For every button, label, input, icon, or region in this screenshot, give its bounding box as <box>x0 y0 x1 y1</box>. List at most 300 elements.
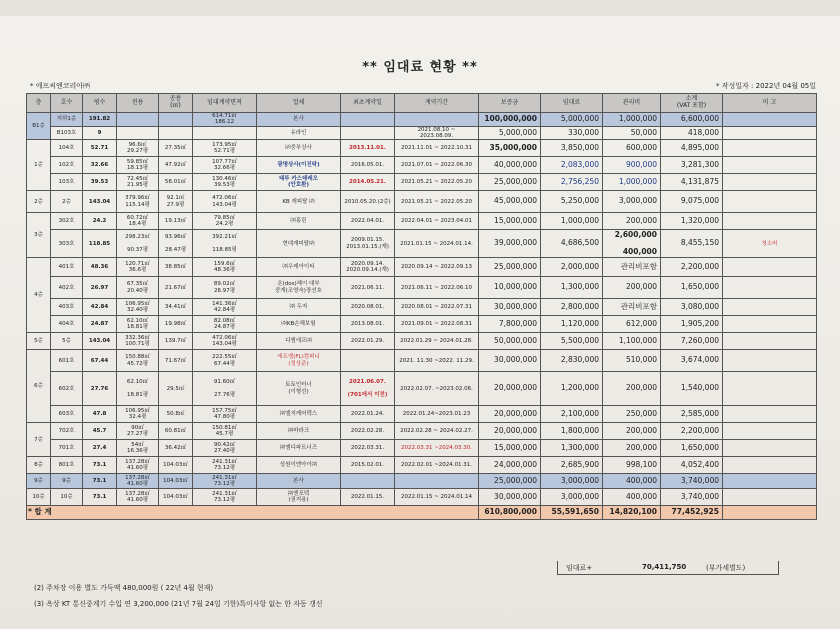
company-cell: 태루 카스테레오 (안호환) <box>257 174 341 191</box>
contract-area-cell: 150.81㎡ 45.7평 <box>193 423 257 440</box>
contract-area-cell: 91.60㎡ 27.76평 <box>193 372 257 406</box>
table-row <box>27 489 817 506</box>
unit-cell: 10층 <box>51 489 83 506</box>
rent-cell: 2,800,000 <box>541 299 603 316</box>
table-row <box>27 440 817 457</box>
mgmt-cell: 600,000 <box>603 140 661 157</box>
exclusive-area-cell: 106.95㎡ 32.4평 <box>117 406 159 423</box>
common-area-cell: 27.35㎡ <box>159 140 193 157</box>
unit-cell: 지하1층 <box>51 113 83 127</box>
exclusive-area-cell: 90㎡ 27.27평 <box>117 423 159 440</box>
common-area-cell: 104.03㎡ <box>159 474 193 489</box>
note-cell <box>723 489 817 506</box>
period-cell: 2022.03.31 ~2024.03.30. <box>395 440 479 457</box>
period-cell: 2020.08.01 ~ 2022.07.31 <box>395 299 479 316</box>
first-contract-cell: 2022.01.29. <box>341 333 395 350</box>
table-row <box>27 350 817 372</box>
first-contract-cell: 2021.06.07. (701에서 이전) <box>341 372 395 406</box>
period-cell: 2021.06.11 ~ 2022.06.10 <box>395 277 479 299</box>
floor-cell: 9층 <box>27 474 51 489</box>
first-contract-cell <box>341 474 395 489</box>
total-note-cell <box>723 506 817 520</box>
company-cell: 토토인터너 (이형선) <box>257 372 341 406</box>
header-cell: 최초계약일 <box>341 94 395 113</box>
note-cell <box>723 126 817 140</box>
header-cell: 전용 <box>117 94 159 113</box>
unit-cell: 403호 <box>51 299 83 316</box>
company-cell: ㈜엔포텍 (권지용) <box>257 489 341 506</box>
first-contract-cell: 2022.03.31. <box>341 440 395 457</box>
first-contract-cell: 2022.01.24. <box>341 406 395 423</box>
pyeong-cell: 73.1 <box>83 457 117 474</box>
floor-cell: 5층 <box>27 333 51 350</box>
mgmt-cell: 900,000 <box>603 157 661 174</box>
unit-cell: 801호 <box>51 457 83 474</box>
table-row <box>27 191 817 213</box>
header-cell: 층 <box>27 94 51 113</box>
unit-cell: 102호 <box>51 157 83 174</box>
rent-summary-label: 임대료+ <box>566 564 593 572</box>
floor-cell: 10층 <box>27 489 51 506</box>
deposit-cell: 30,000,000 <box>479 350 541 372</box>
unit-cell: 303호 <box>51 230 83 258</box>
table-row <box>27 333 817 350</box>
rent-summary-suffix: (부가세별도) <box>706 564 746 572</box>
first-contract-cell: 2022.04.01. <box>341 213 395 230</box>
rent-cell: 2,756,250 <box>541 174 603 191</box>
note-cell <box>723 258 817 277</box>
deposit-cell: 24,000,000 <box>479 457 541 474</box>
period-cell: 2021. 11.30 ~2022. 11.29. <box>395 350 479 372</box>
deposit-cell: 39,000,000 <box>479 230 541 258</box>
table-header-row <box>27 94 817 113</box>
table-row <box>27 113 817 127</box>
deposit-cell: 25,000,000 <box>479 474 541 489</box>
exclusive-area-cell: 137.28㎡ 41.60평 <box>117 474 159 489</box>
period-cell: 2022.02.01 ~2024.01.31. <box>395 457 479 474</box>
unit-cell: 702호 <box>51 423 83 440</box>
contract-area-cell: 89.02㎡ 26.97평 <box>193 277 257 299</box>
common-area-cell: 60.81㎡ <box>159 423 193 440</box>
rent-cell: 3,000,000 <box>541 489 603 506</box>
header-cell: 임대료 <box>541 94 603 113</box>
company-cell: ㈜KB손해보험 <box>257 316 341 333</box>
contract-area-cell: 241.31㎡ 73.12평 <box>193 474 257 489</box>
total-subtotal-cell: 77,452,925 <box>661 506 723 520</box>
total-row <box>27 506 817 520</box>
common-area-cell: 36.42㎡ <box>159 440 193 457</box>
rent-cell: 5,250,000 <box>541 191 603 213</box>
company-cell: 에프엠(FL)컴퍼니 (정상준) <box>257 350 341 372</box>
period-cell: 2022.04.01 ~ 2023.04.01 <box>395 213 479 230</box>
subtotal-cell: 4,131,875 <box>661 174 723 191</box>
period-cell <box>395 474 479 489</box>
note-cell <box>723 140 817 157</box>
mgmt-cell: 510,000 <box>603 350 661 372</box>
company-cell: ㈜바라크 <box>257 423 341 440</box>
pyeong-cell: 73.1 <box>83 474 117 489</box>
pyeong-cell: 27.4 <box>83 440 117 457</box>
subtotal-cell: 3,080,000 <box>661 299 723 316</box>
table-row <box>27 457 817 474</box>
rent-cell: 5,000,000 <box>541 113 603 127</box>
exclusive-area-cell <box>117 126 159 140</box>
subtotal-cell: 4,052,400 <box>661 457 723 474</box>
common-area-cell: 93.96㎡ 28.47평 <box>159 230 193 258</box>
company-cell: ㈜엠디파트너즈 <box>257 440 341 457</box>
contract-area-cell: 79.85㎡ 24.2평 <box>193 213 257 230</box>
header-cell: 임대계약면적 <box>193 94 257 113</box>
unit-cell: 602호 <box>51 372 83 406</box>
period-cell: 2022.01.15 ~ 2024.01.14 <box>395 489 479 506</box>
company-cell: ㈜엘지케어텍스 <box>257 406 341 423</box>
period-cell <box>395 113 479 127</box>
table-row <box>27 277 817 299</box>
note-cell <box>723 440 817 457</box>
mgmt-cell: 200,000 <box>603 440 661 457</box>
rent-cell: 330,000 <box>541 126 603 140</box>
note-cell <box>723 113 817 127</box>
first-contract-cell <box>341 113 395 127</box>
first-contract-cell <box>341 126 395 140</box>
note-cell <box>723 350 817 372</box>
deposit-cell: 10,000,000 <box>479 277 541 299</box>
company-cell: ㈜우레아이티 <box>257 258 341 277</box>
mgmt-cell: 200,000 <box>603 213 661 230</box>
company-cell: 온(dos)헤이 대부 중개(조영숙)장선호 <box>257 277 341 299</box>
rent-cell: 1,000,000 <box>541 213 603 230</box>
subtotal-cell: 3,740,000 <box>661 489 723 506</box>
exclusive-area-cell: 67.35㎡ 20.40평 <box>117 277 159 299</box>
contract-area-cell: 472.06㎡ 143.04평 <box>193 333 257 350</box>
header-cell: 비 고 <box>723 94 817 113</box>
table-row <box>27 299 817 316</box>
company-cell: ㈜홍린 <box>257 213 341 230</box>
note-cell <box>723 333 817 350</box>
company-name: * 에프씨엔코리아㈜ <box>30 82 91 90</box>
pyeong-cell: 42.84 <box>83 299 117 316</box>
company-cell: 본사 <box>257 113 341 127</box>
common-area-cell: 19.13㎡ <box>159 213 193 230</box>
mgmt-cell: 3,000,000 <box>603 191 661 213</box>
common-area-cell: 104.03㎡ <box>159 457 193 474</box>
common-area-cell: 58.01㎡ <box>159 174 193 191</box>
subtotal-cell: 2,200,000 <box>661 258 723 277</box>
pyeong-cell: 9 <box>83 126 117 140</box>
exclusive-area-cell: 332.36㎡ 100.71평 <box>117 333 159 350</box>
mgmt-cell: 200,000 <box>603 372 661 406</box>
note-cell <box>723 157 817 174</box>
mgmt-cell: 612,000 <box>603 316 661 333</box>
first-contract-cell: 2021.06.11. <box>341 277 395 299</box>
common-area-cell: 21.67㎡ <box>159 277 193 299</box>
contract-area-cell: 157.75㎡ 47.80평 <box>193 406 257 423</box>
exclusive-area-cell <box>117 113 159 127</box>
pyeong-cell: 27.76 <box>83 372 117 406</box>
total-label-cell: * 합 계 <box>27 506 479 520</box>
table-row <box>27 126 817 140</box>
unit-cell: B103호 <box>51 126 83 140</box>
common-area-cell: 71.67㎡ <box>159 350 193 372</box>
subtotal-cell: 1,650,000 <box>661 277 723 299</box>
first-contract-cell <box>341 350 395 372</box>
header-cell: 계약기간 <box>395 94 479 113</box>
table-row <box>27 174 817 191</box>
rent-cell: 1,300,000 <box>541 277 603 299</box>
note-cell <box>723 316 817 333</box>
deposit-cell: 15,000,000 <box>479 440 541 457</box>
pyeong-cell: 48.36 <box>83 258 117 277</box>
period-cell: 2022.02.07. ~2023.02.06. <box>395 372 479 406</box>
header-cell: 공용 (㎡) <box>159 94 193 113</box>
subtotal-cell: 2,200,000 <box>661 423 723 440</box>
mgmt-cell: 250,000 <box>603 406 661 423</box>
note-cell <box>723 474 817 489</box>
company-cell: 유라인 <box>257 126 341 140</box>
period-cell: 2021.05.21 ~ 2022.05.20 <box>395 174 479 191</box>
mgmt-cell: 2,600,000 400,000 <box>603 230 661 258</box>
deposit-cell: 50,000,000 <box>479 333 541 350</box>
company-cell: 본사 <box>257 474 341 489</box>
subtotal-cell: 9,075,000 <box>661 191 723 213</box>
note-cell <box>723 372 817 406</box>
pyeong-cell: 191.82 <box>83 113 117 127</box>
rent-summary-value: 70,411,750 <box>642 563 687 571</box>
note-cell <box>723 406 817 423</box>
unit-cell: 603호 <box>51 406 83 423</box>
first-contract-cell: 2009.01.15. 2013.01.15.(재) <box>341 230 395 258</box>
first-contract-cell: 2022.02.28. <box>341 423 395 440</box>
contract-area-cell: 90.42㎡ 27.40평 <box>193 440 257 457</box>
unit-cell: 302호 <box>51 213 83 230</box>
period-cell: 2020.09.14 ~ 2022.09.13 <box>395 258 479 277</box>
note-cell <box>723 213 817 230</box>
common-area-cell <box>159 113 193 127</box>
exclusive-area-cell: 150.88㎡ 45.72평 <box>117 350 159 372</box>
floor-cell: 8층 <box>27 457 51 474</box>
note-cell <box>723 457 817 474</box>
header-cell: 호수 <box>51 94 83 113</box>
unit-cell: 5층 <box>51 333 83 350</box>
deposit-cell: 35,000,000 <box>479 140 541 157</box>
deposit-cell: 25,000,000 <box>479 258 541 277</box>
mgmt-cell: 1,000,000 <box>603 174 661 191</box>
company-cell: 현대캐피탈㈜ <box>257 230 341 258</box>
first-contract-cell: 2022.01.15. <box>341 489 395 506</box>
rent-table <box>26 93 817 520</box>
subtotal-cell: 6,600,000 <box>661 113 723 127</box>
contract-area-cell <box>193 126 257 140</box>
period-cell: 2022.01.29 ~ 2024.01.28. <box>395 333 479 350</box>
deposit-cell: 5,000,000 <box>479 126 541 140</box>
company-cell: 광명상사(이진탁) <box>257 157 341 174</box>
written-date: * 작성일자 : 2022년 04월 05일 <box>716 82 816 90</box>
rent-cell: 4,686,500 <box>541 230 603 258</box>
note-cell <box>723 277 817 299</box>
contract-area-cell: 614.71㎡ 186.12 <box>193 113 257 127</box>
note-cell <box>723 191 817 213</box>
header-cell: 평수 <box>83 94 117 113</box>
unit-cell: 601호 <box>51 350 83 372</box>
contract-area-cell: 107.77㎡ 32.66평 <box>193 157 257 174</box>
pyeong-cell: 32.66 <box>83 157 117 174</box>
floor-cell: 3층 <box>27 213 51 258</box>
floor-cell: 4층 <box>27 258 51 333</box>
pyeong-cell: 143.04 <box>83 333 117 350</box>
rent-cell: 1,300,000 <box>541 440 603 457</box>
pyeong-cell: 52.71 <box>83 140 117 157</box>
unit-cell: 402호 <box>51 277 83 299</box>
rent-cell: 1,200,000 <box>541 372 603 406</box>
contract-area-cell: 241.31㎡ 73.12평 <box>193 457 257 474</box>
subtotal-cell: 1,650,000 <box>661 440 723 457</box>
exclusive-area-cell: 96.6㎡ 29.27평 <box>117 140 159 157</box>
deposit-cell: 40,000,000 <box>479 157 541 174</box>
deposit-cell: 20,000,000 <box>479 406 541 423</box>
common-area-cell: 47.92㎡ <box>159 157 193 174</box>
unit-cell: 104호 <box>51 140 83 157</box>
contract-area-cell: 472.06㎡ 143.04평 <box>193 191 257 213</box>
first-contract-cell: 2014.05.21. <box>341 174 395 191</box>
note-cell <box>723 423 817 440</box>
rent-summary-row <box>557 561 779 575</box>
exclusive-area-cell: 60.72㎡ 18.4평 <box>117 213 159 230</box>
mgmt-cell: 관리비포함 <box>603 258 661 277</box>
company-cell: 디엠에프㈜ <box>257 333 341 350</box>
unit-cell: 404호 <box>51 316 83 333</box>
exclusive-area-cell: 137.28㎡ 41.60평 <box>117 489 159 506</box>
note-cell: 청소비 <box>723 230 817 258</box>
subtotal-cell: 3,674,000 <box>661 350 723 372</box>
deposit-cell: 15,000,000 <box>479 213 541 230</box>
contract-area-cell: 173.95㎡ 52.71평 <box>193 140 257 157</box>
contract-area-cell: 159.6㎡ 48.36평 <box>193 258 257 277</box>
common-area-cell: 104.03㎡ <box>159 489 193 506</box>
table-row <box>27 316 817 333</box>
pyeong-cell: 45.7 <box>83 423 117 440</box>
mgmt-cell: 200,000 <box>603 277 661 299</box>
table-row <box>27 157 817 174</box>
common-area-cell: 38.85㎡ <box>159 258 193 277</box>
exclusive-area-cell: 72.45㎡ 21.95평 <box>117 174 159 191</box>
period-cell: 2022.01.24~2023.01.23 <box>395 406 479 423</box>
exclusive-area-cell: 120.71㎡ 36.6평 <box>117 258 159 277</box>
unit-cell: 401호 <box>51 258 83 277</box>
period-cell: 2022.02.28 ~ 2024.02.27. <box>395 423 479 440</box>
deposit-cell: 30,000,000 <box>479 489 541 506</box>
mgmt-cell: 1,100,000 <box>603 333 661 350</box>
floor-cell: 6층 <box>27 350 51 423</box>
pyeong-cell: 73.1 <box>83 489 117 506</box>
note-cell <box>723 174 817 191</box>
note-cell <box>723 299 817 316</box>
subtotal-cell: 1,320,000 <box>661 213 723 230</box>
unit-cell: 103호 <box>51 174 83 191</box>
table-row <box>27 213 817 230</box>
rent-cell: 2,000,000 <box>541 258 603 277</box>
header-cell: 관리비 <box>603 94 661 113</box>
period-cell: 2021.01.15 ~ 2024.01.14. <box>395 230 479 258</box>
total-deposit-cell: 610,800,000 <box>479 506 541 520</box>
deposit-cell: 25,000,000 <box>479 174 541 191</box>
period-cell: 2021.07.01 ~ 2022.06.30 <box>395 157 479 174</box>
rent-cell: 3,000,000 <box>541 474 603 489</box>
contract-area-cell: 392.21㎡ 118.85평 <box>193 230 257 258</box>
table-row <box>27 406 817 423</box>
pyeong-cell: 143.04 <box>83 191 117 213</box>
pyeong-cell: 26.97 <box>83 277 117 299</box>
deposit-cell: 20,000,000 <box>479 372 541 406</box>
header-cell: 업체 <box>257 94 341 113</box>
pyeong-cell: 118.85 <box>83 230 117 258</box>
period-cell: 2021.08.10 ~ 2023.08.09. <box>395 126 479 140</box>
contract-area-cell: 222.55㎡ 67.44평 <box>193 350 257 372</box>
mgmt-cell: 400,000 <box>603 474 661 489</box>
exclusive-area-cell: 62.10㎡ 18.81평 <box>117 372 159 406</box>
table-row <box>27 140 817 157</box>
subtotal-cell: 418,000 <box>661 126 723 140</box>
common-area-cell: 50.8㎡ <box>159 406 193 423</box>
first-contract-cell: 2020.09.14. 2020.09.14.(재) <box>341 258 395 277</box>
rent-cell: 3,850,000 <box>541 140 603 157</box>
mgmt-cell: 관리비포함 <box>603 299 661 316</box>
pyeong-cell: 47.8 <box>83 406 117 423</box>
mgmt-cell: 998,100 <box>603 457 661 474</box>
paper-top-edge <box>0 0 840 16</box>
common-area-cell: 34.41㎡ <box>159 299 193 316</box>
company-cell: ㈜중부상사 <box>257 140 341 157</box>
rent-cell: 1,800,000 <box>541 423 603 440</box>
subtotal-cell: 2,585,000 <box>661 406 723 423</box>
subtotal-cell: 3,740,000 <box>661 474 723 489</box>
first-contract-cell: 2010.05.20.(2층) <box>341 191 395 213</box>
unit-cell: 2층 <box>51 191 83 213</box>
document-title: ** 임대료 현황 ** <box>362 60 478 75</box>
common-area-cell: 19.98㎡ <box>159 316 193 333</box>
subtotal-cell: 1,905,200 <box>661 316 723 333</box>
subtotal-cell: 4,895,000 <box>661 140 723 157</box>
subtotal-cell: 8,455,150 <box>661 230 723 258</box>
period-cell: 2021.11.01 ~ 2022.10.31 <box>395 140 479 157</box>
common-area-cell: 92.1㎡ 27.9평 <box>159 191 193 213</box>
table-row <box>27 474 817 489</box>
deposit-cell: 30,000,000 <box>479 299 541 316</box>
rent-cell: 2,083,000 <box>541 157 603 174</box>
footnote-kt: (3) 옥상 KT 통신중계기 수입 연 3,200,000 (21년 7월 24일 기한)특이사항 없는 한 자동 갱신 <box>34 600 323 608</box>
table-row <box>27 230 817 258</box>
company-cell: 성원이엔아이㈜ <box>257 457 341 474</box>
first-contract-cell: 2016.05.01. <box>341 157 395 174</box>
total-mgmt-cell: 14,820,100 <box>603 506 661 520</box>
table-row <box>27 258 817 277</box>
rent-cell: 2,685,900 <box>541 457 603 474</box>
unit-cell: 9층 <box>51 474 83 489</box>
contract-area-cell: 130.46㎡ 39.53평 <box>193 174 257 191</box>
floor-cell: B1층 <box>27 113 51 140</box>
exclusive-area-cell: 59.85㎡ 18.13평 <box>117 157 159 174</box>
company-cell: KB 캐피탈 ㈜ <box>257 191 341 213</box>
common-area-cell: 29.5㎡ <box>159 372 193 406</box>
period-cell: 2021.09.01 ~ 2022.08.31 <box>395 316 479 333</box>
mgmt-cell: 400,000 <box>603 489 661 506</box>
mgmt-cell: 1,000,000 <box>603 113 661 127</box>
exclusive-area-cell: 54㎡ 16.36평 <box>117 440 159 457</box>
pyeong-cell: 24.87 <box>83 316 117 333</box>
contract-area-cell: 141.36㎡ 42.84평 <box>193 299 257 316</box>
deposit-cell: 20,000,000 <box>479 423 541 440</box>
rent-cell: 2,100,000 <box>541 406 603 423</box>
footnote-parking: (2) 주차장 이용 별도 가득액 480,000원 ( 22년 4월 현재) <box>34 584 214 592</box>
